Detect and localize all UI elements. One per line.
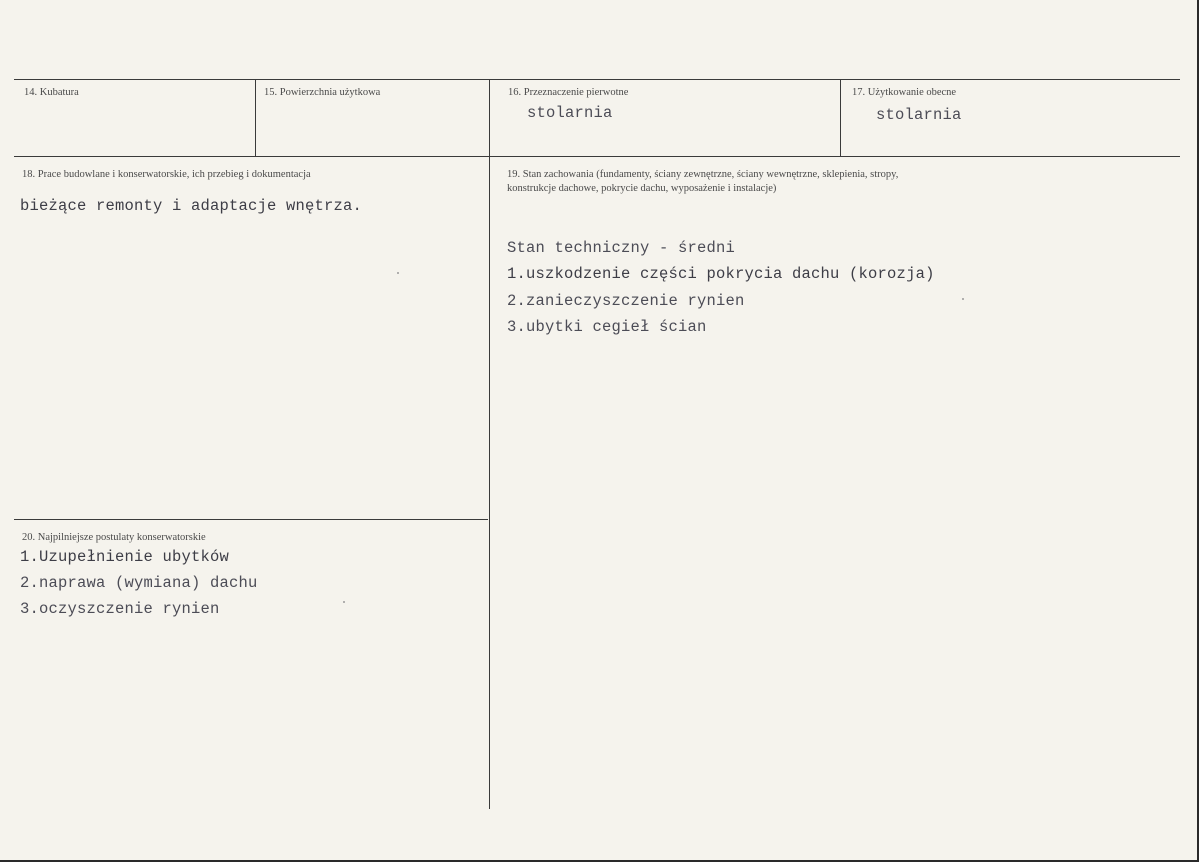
col-divider-3 (840, 79, 841, 156)
section-divider (14, 519, 488, 520)
field-20-line: 1.Uzupełnienie ubytków (20, 548, 230, 566)
field-17-label: 17. Użytkowanie obecne (852, 87, 957, 98)
field-17-value: stolarnia (876, 106, 962, 124)
field-16-label: 16. Przeznaczenie pierwotne (508, 87, 629, 98)
field-20-label: 20. Najpilniejsze postulaty konserwatorskie (22, 532, 206, 543)
col-divider-1 (255, 79, 256, 156)
paper-speck (343, 601, 345, 603)
field-19-line: 2.zanieczyszczenie rynien (507, 292, 745, 310)
field-20-line: 3.oczyszczenie rynien (20, 600, 220, 618)
field-19-line: Stan techniczny - średni (507, 239, 736, 257)
field-19-line: 1.uszkodzenie części pokrycia dachu (korozja) (507, 265, 935, 283)
field-15-label: 15. Powierzchnia użytkowa (264, 87, 381, 98)
row-divider (14, 156, 1180, 157)
paper-speck (962, 298, 964, 300)
field-14-label: 14. Kubatura (24, 87, 79, 98)
col-divider-2 (489, 79, 490, 809)
paper-speck (397, 272, 399, 274)
field-16-value: stolarnia (527, 104, 613, 122)
field-18-label: 18. Prace budowlane i konserwatorskie, ich przebieg i dokumentacja (22, 169, 311, 180)
field-19-label-line1: 19. Stan zachowania (fundamenty, ściany zewnętrzne, ściany wewnętrzne, sklepienia, stropy, (507, 169, 899, 180)
field-19-label-line2: konstrukcje dachowe, pokrycie dachu, wyposażenie i instalacje) (507, 183, 777, 194)
field-18-value: bieżące remonty i adaptacje wnętrza. (20, 197, 363, 215)
field-20-line: 2.naprawa (wymiana) dachu (20, 574, 258, 592)
field-19-line: 3.ubytki cegieł ścian (507, 318, 707, 336)
top-rule (14, 79, 1180, 80)
